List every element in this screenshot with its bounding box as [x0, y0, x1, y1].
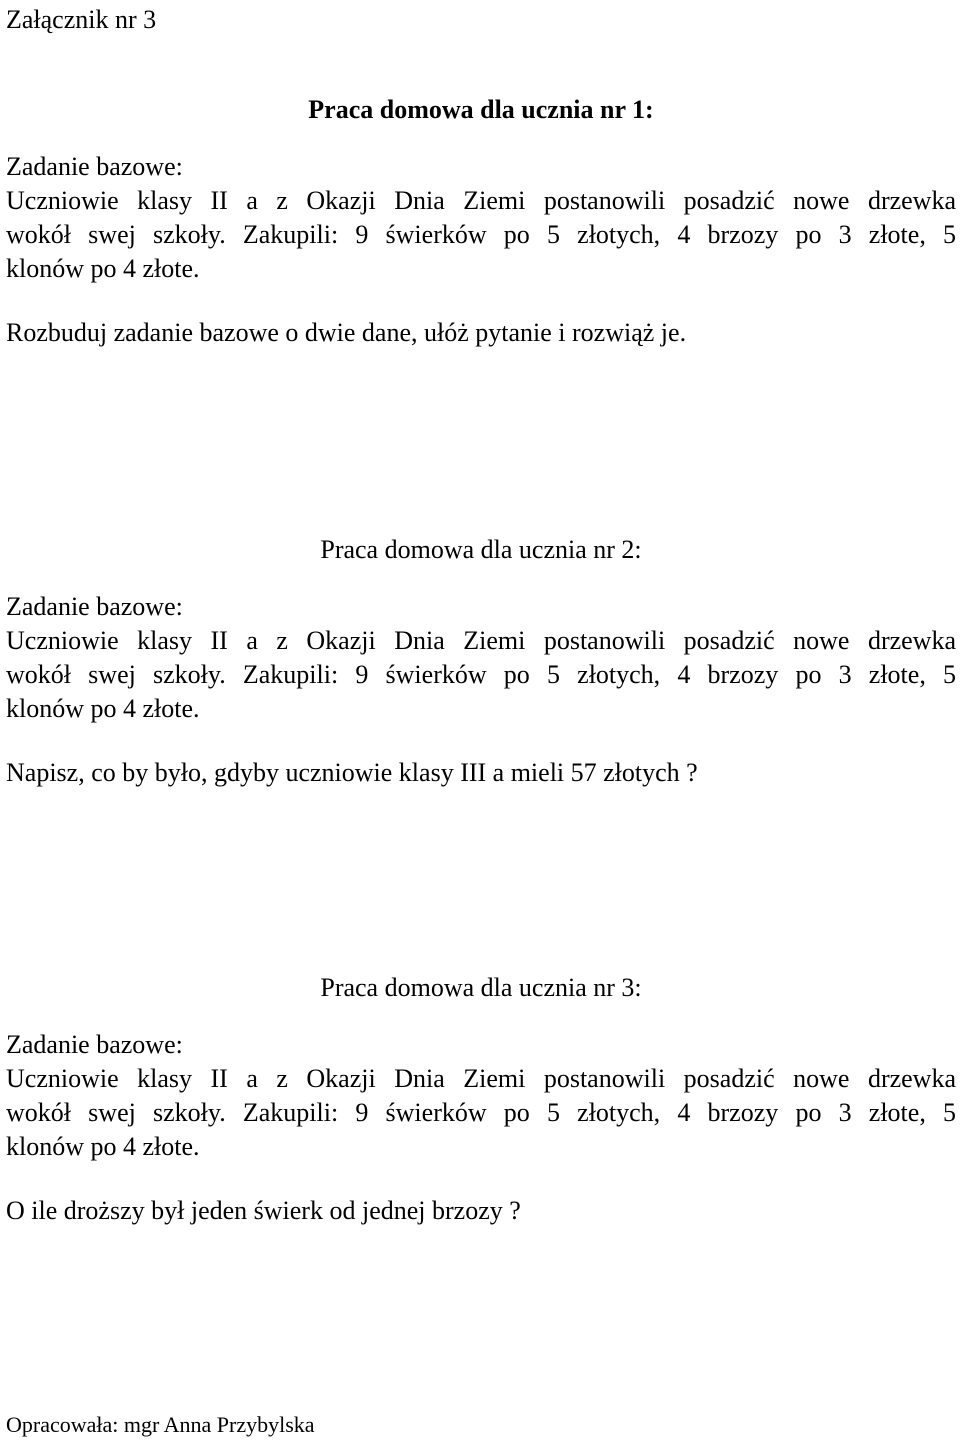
task-1-text-line-1: Uczniowie klasy II a z Okazji Dnia Ziemi postanowili posadzić nowe drzewka	[6, 186, 956, 215]
task-3-instruction: O ile droższy był jeden świerk od jednej brzozy ?	[6, 1196, 521, 1225]
homework-task-3	[6, 968, 956, 1228]
homework-task-2	[6, 530, 956, 790]
task-1-instruction: Rozbuduj zadanie bazowe o dwie dane, ułóż pytanie i rozwiąż je.	[6, 318, 687, 347]
task-3-base-label: Zadanie bazowe:	[6, 1030, 183, 1059]
task-2-instruction: Napisz, co by było, gdyby uczniowie klasy III a mieli 57 złotych ?	[6, 758, 698, 787]
task-3-text-line-2: wokół swej szkoły. Zakupili: 9 świerków po 5 złotych, 4 brzozy po 3 złote, 5	[6, 1098, 956, 1127]
task-1-text-line-3: klonów po 4 złote.	[6, 254, 200, 283]
task-2-text-line-2: wokół swej szkoły. Zakupili: 9 świerków po 5 złotych, 4 brzozy po 3 złote, 5	[6, 660, 956, 689]
task-1-text-line-2: wokół swej szkoły. Zakupili: 9 świerków po 5 złotych, 4 brzozy po 3 złote, 5	[6, 220, 956, 249]
author-footer: Opracowała: mgr Anna Przybylska	[6, 1412, 315, 1437]
task-3-text-line-1: Uczniowie klasy II a z Okazji Dnia Ziemi postanowili posadzić nowe drzewka	[6, 1064, 956, 1093]
task-2-base-label: Zadanie bazowe:	[6, 592, 183, 621]
task-2-title: Praca domowa dla ucznia nr 2:	[320, 535, 642, 564]
homework-task-1	[6, 90, 956, 350]
task-2-text-line-1: Uczniowie klasy II a z Okazji Dnia Ziemi postanowili posadzić nowe drzewka	[6, 626, 956, 655]
task-1-title: Praca domowa dla ucznia nr 1:	[308, 95, 654, 124]
task-2-text-line-3: klonów po 4 złote.	[6, 694, 200, 723]
task-3-text-line-3: klonów po 4 złote.	[6, 1132, 200, 1161]
attachment-label: Załącznik nr 3	[6, 5, 157, 34]
task-3-title: Praca domowa dla ucznia nr 3:	[320, 973, 642, 1002]
task-1-base-label: Zadanie bazowe:	[6, 152, 183, 181]
